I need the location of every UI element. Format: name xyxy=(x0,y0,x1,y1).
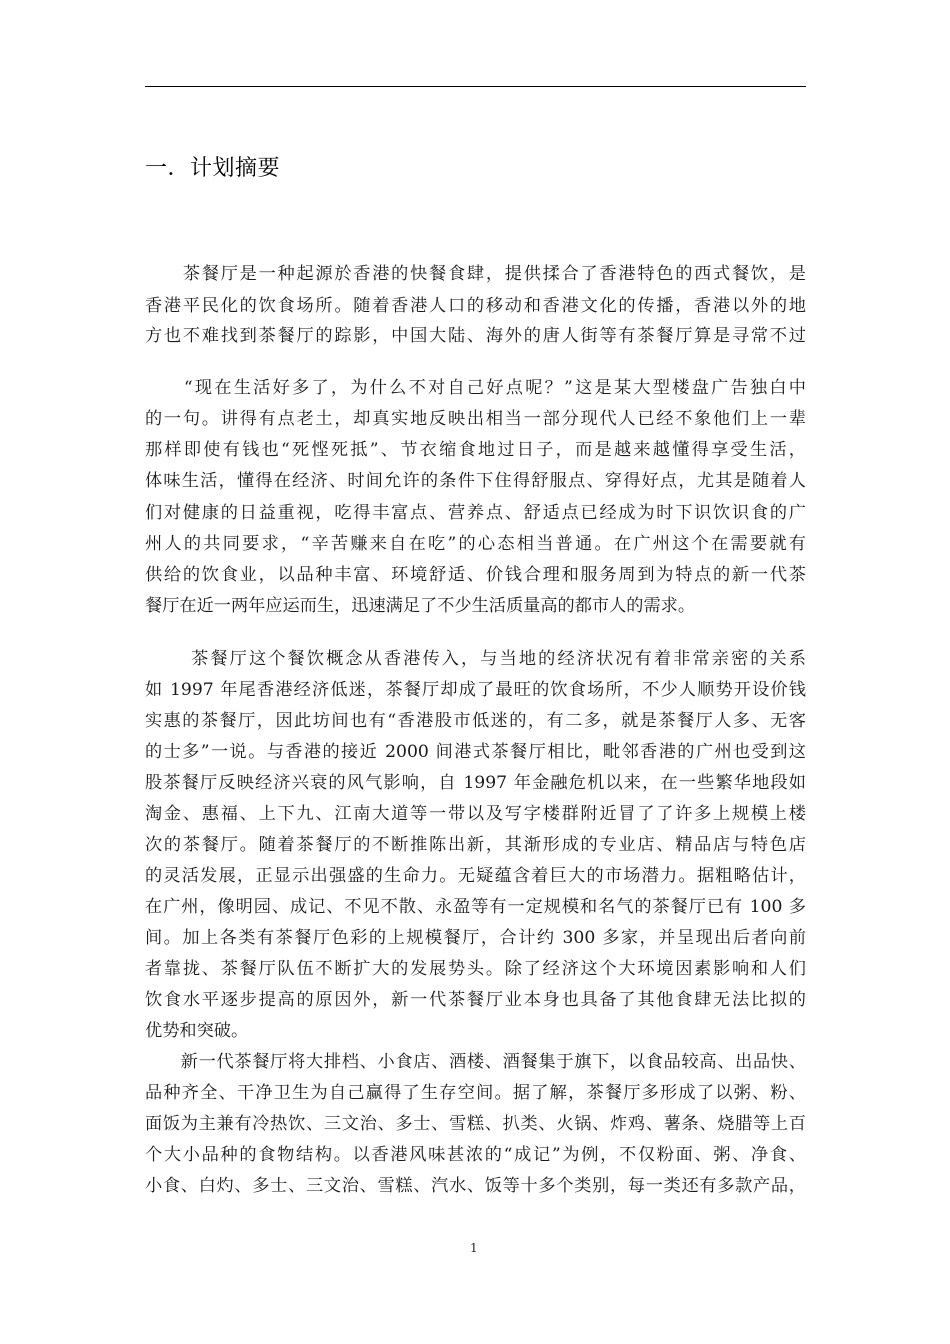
paragraph-line: 淘金、惠福、上下九、江南大道等一带以及写字楼群附近冒了了许多上规模上楼 xyxy=(145,804,806,824)
paragraph-line: 们对健康的日益重视，吃得丰富点、营养点、舒适点已经成为时下识饮识食的广 xyxy=(145,503,806,523)
paragraph-line: 的士多”一说。与香港的接近 2000 间港式茶餐厅相比，毗邻香港的广州也受到这 xyxy=(145,742,806,762)
paragraph-line: 州人的共同要求，“辛苦赚来自在吃”的心态相当普通。在广州这个在需要就有 xyxy=(145,534,806,554)
paragraph-line: 在广州，像明园、成记、不见不散、永盈等有一定规模和名气的茶餐厅已有 100 多 xyxy=(145,897,806,917)
paragraph-line: 供给的饮食业，以品种丰富、环境舒适、价钱合理和服务周到为特点的新一代茶 xyxy=(145,565,806,585)
paragraph-line: “现在生活好多了，为什么不对自己好点呢？”这是某大型楼盘广告独白中 xyxy=(145,378,806,398)
paragraph-line: 股茶餐厅反映经济兴衰的风气影响，自 1997 年金融危机以来，在一些繁华地段如 xyxy=(145,773,806,793)
paragraph-line: 饮食水平逐步提高的原因外，新一代茶餐厅业本身也具备了其他食肆无法比拟的 xyxy=(145,990,806,1010)
paragraph-line: 优势和突破。 xyxy=(145,1021,249,1041)
paragraph-line: 的一句。讲得有点老土，却真实地反映出相当一部分现代人已经不象他们上一辈 xyxy=(145,409,806,429)
paragraph-line: 实惠的茶餐厅，因此坊间也有“香港股市低迷的，有二多，就是茶餐厅人多、无客 xyxy=(145,711,806,731)
paragraph-line: 面饭为主兼有冷热饮、三文治、多士、雪糕、扒类、火锅、炸鸡、薯条、烧腊等上百 xyxy=(145,1114,806,1134)
section-title: 一．计划摘要 xyxy=(145,156,281,181)
paragraph-line: 的灵活发展，正显示出强盛的生命力。无疑蕴含着巨大的市场潜力。据粗略估计， xyxy=(145,866,806,886)
page-number: 1 xyxy=(470,1241,478,1255)
paragraph-line: 体味生活，懂得在经济、时间允许的条件下住得舒服点、穿得好点，尤其是随着人 xyxy=(145,471,806,491)
paragraph-line: 新一代茶餐厅将大排档、小食店、酒楼、酒餐集于旗下，以食品较高、出品快、 xyxy=(145,1052,806,1072)
paragraph-line: 次的茶餐厅。随着茶餐厅的不断推陈出新，其渐形成的专业店、精品店与特色店 xyxy=(145,835,806,855)
paragraph-line: 小食、白灼、多士、三文治、雪糕、汽水、饭等十多个类别，每一类还有多款产品， xyxy=(145,1176,806,1196)
paragraph-line: 个大小品种的食物结构。以香港风味甚浓的“成记”为例，不仅粉面、粥、净食、 xyxy=(145,1145,806,1165)
paragraph-line: 如 1997 年尾香港经济低迷，茶餐厅却成了最旺的饮食场所，不少人顺势开设价钱 xyxy=(145,680,806,700)
paragraph-line: 间。加上各类有茶餐厅色彩的上规模餐厅，合计约 300 多家，并呈现出后者向前 xyxy=(145,928,806,948)
paragraph-line: 茶餐厅是一种起源於香港的快餐食肆，提供揉合了香港特色的西式餐饮，是 xyxy=(145,264,806,284)
paragraph-line: 茶餐厅这个餐饮概念从香港传入，与当地的经济状况有着非常亲密的关系 xyxy=(145,649,806,669)
paragraph-line: 者靠拢、茶餐厅队伍不断扩大的发展势头。除了经济这个大环境因素影响和人们 xyxy=(145,959,806,979)
paragraph-line: 品种齐全、干净卫生为自己赢得了生存空间。据了解，茶餐厅多形成了以粥、粉、 xyxy=(145,1083,806,1103)
header-rule xyxy=(145,86,806,87)
paragraph-line: 那样即使有钱也“死悭死抵”、节衣缩食地过日子，而是越来越懂得享受生活， xyxy=(145,440,806,460)
paragraph-line: 餐厅在近一两年应运而生，迅速满足了不少生活质量高的都市人的需求。 xyxy=(145,596,696,616)
paragraph-line: 香港平民化的饮食场所。随着香港人口的移动和香港文化的传播，香港以外的地 xyxy=(145,296,806,316)
paragraph-line: 方也不难找到茶餐厅的踪影，中国大陆、海外的唐人街等有茶餐厅算是寻常不过 xyxy=(145,326,806,346)
